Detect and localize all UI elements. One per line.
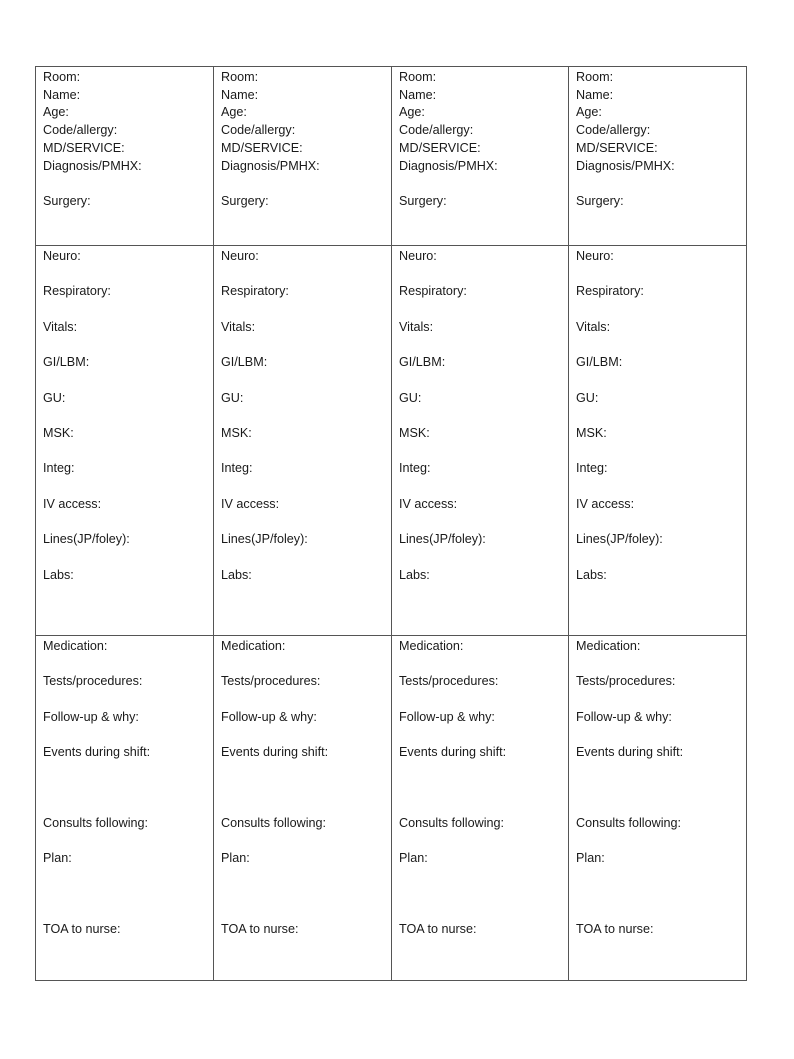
patient-info-row bbox=[36, 67, 747, 246]
patient-1-info-cell bbox=[36, 67, 214, 246]
patient-2-systems-cell bbox=[214, 246, 392, 636]
toa-to-nurse-label: TOA to nurse: bbox=[576, 922, 654, 937]
tests-procedures-label: Tests/procedures: bbox=[221, 674, 321, 689]
md-service-label: MD/SERVICE: bbox=[221, 140, 303, 155]
consults-following-label: Consults following: bbox=[399, 815, 504, 830]
plan-label: Plan: bbox=[43, 851, 72, 866]
events-during-shift-label: Events during shift: bbox=[43, 745, 151, 760]
md-service-label: MD/SERVICE: bbox=[576, 140, 658, 155]
respiratory-label: Respiratory: bbox=[43, 284, 111, 299]
gu-label: GU: bbox=[221, 390, 244, 405]
medication-label: Medication: bbox=[576, 639, 641, 653]
room-label: Room: bbox=[576, 70, 614, 84]
lines-label: Lines(JP/foley): bbox=[576, 532, 663, 547]
systems-block bbox=[36, 246, 213, 584]
age-label: Age: bbox=[221, 105, 247, 120]
gu-label: GU: bbox=[576, 390, 599, 405]
iv-access-label: IV access: bbox=[43, 496, 102, 511]
respiratory-label: Respiratory: bbox=[576, 284, 644, 299]
vitals-label: Vitals: bbox=[399, 319, 434, 334]
diagnosis-pmhx-label: Diagnosis/PMHX: bbox=[221, 158, 320, 173]
patient-info-block bbox=[36, 67, 213, 211]
care-plan-block bbox=[569, 636, 746, 939]
patient-4-info-cell bbox=[569, 67, 747, 246]
patient-2-plan-cell bbox=[214, 636, 392, 981]
neuro-label: Neuro: bbox=[221, 249, 259, 263]
gi-lbm-label: GI/LBM: bbox=[399, 355, 446, 370]
neuro-label: Neuro: bbox=[399, 249, 437, 263]
name-label: Name: bbox=[221, 87, 259, 102]
msk-label: MSK: bbox=[43, 425, 74, 440]
code-allergy-label: Code/allergy: bbox=[221, 123, 296, 138]
labs-label: Labs: bbox=[576, 567, 607, 582]
code-allergy-label: Code/allergy: bbox=[399, 123, 474, 138]
consults-following-label: Consults following: bbox=[576, 815, 681, 830]
lines-label: Lines(JP/foley): bbox=[399, 532, 486, 547]
msk-label: MSK: bbox=[399, 425, 430, 440]
surgery-label: Surgery: bbox=[576, 193, 624, 208]
plan-label: Plan: bbox=[221, 851, 250, 866]
toa-to-nurse-label: TOA to nurse: bbox=[221, 922, 299, 937]
name-label: Name: bbox=[43, 87, 81, 102]
toa-to-nurse-label: TOA to nurse: bbox=[399, 922, 477, 937]
toa-to-nurse-label: TOA to nurse: bbox=[43, 922, 121, 937]
age-label: Age: bbox=[399, 105, 425, 120]
care-plan-row bbox=[36, 636, 747, 981]
age-label: Age: bbox=[43, 105, 69, 120]
lines-label: Lines(JP/foley): bbox=[43, 532, 130, 547]
lines-label: Lines(JP/foley): bbox=[221, 532, 308, 547]
md-service-label: MD/SERVICE: bbox=[43, 140, 125, 155]
follow-up-label: Follow-up & why: bbox=[576, 709, 672, 724]
surgery-label: Surgery: bbox=[221, 193, 269, 208]
medication-label: Medication: bbox=[399, 639, 464, 653]
diagnosis-pmhx-label: Diagnosis/PMHX: bbox=[399, 158, 498, 173]
gu-label: GU: bbox=[43, 390, 66, 405]
events-during-shift-label: Events during shift: bbox=[221, 745, 329, 760]
labs-label: Labs: bbox=[221, 567, 252, 582]
patient-info-block bbox=[214, 67, 391, 211]
follow-up-label: Follow-up & why: bbox=[399, 709, 495, 724]
iv-access-label: IV access: bbox=[221, 496, 280, 511]
respiratory-label: Respiratory: bbox=[399, 284, 467, 299]
plan-label: Plan: bbox=[576, 851, 605, 866]
patient-info-block bbox=[392, 67, 568, 211]
care-plan-block bbox=[214, 636, 391, 939]
patient-4-plan-cell bbox=[569, 636, 747, 981]
care-plan-block bbox=[36, 636, 213, 939]
room-label: Room: bbox=[399, 70, 437, 84]
medication-label: Medication: bbox=[221, 639, 286, 653]
patient-2-info-cell bbox=[214, 67, 392, 246]
integ-label: Integ: bbox=[576, 461, 608, 476]
msk-label: MSK: bbox=[576, 425, 607, 440]
neuro-label: Neuro: bbox=[576, 249, 614, 263]
diagnosis-pmhx-label: Diagnosis/PMHX: bbox=[576, 158, 675, 173]
systems-block bbox=[569, 246, 746, 584]
integ-label: Integ: bbox=[221, 461, 253, 476]
patient-1-plan-cell bbox=[36, 636, 214, 981]
tests-procedures-label: Tests/procedures: bbox=[43, 674, 143, 689]
vitals-label: Vitals: bbox=[576, 319, 611, 334]
room-label: Room: bbox=[43, 70, 81, 84]
systems-block bbox=[392, 246, 568, 584]
iv-access-label: IV access: bbox=[576, 496, 635, 511]
md-service-label: MD/SERVICE: bbox=[399, 140, 481, 155]
surgery-label: Surgery: bbox=[43, 193, 91, 208]
patient-1-systems-cell bbox=[36, 246, 214, 636]
surgery-label: Surgery: bbox=[399, 193, 447, 208]
consults-following-label: Consults following: bbox=[43, 815, 148, 830]
msk-label: MSK: bbox=[221, 425, 252, 440]
tests-procedures-label: Tests/procedures: bbox=[399, 674, 499, 689]
patient-info-block bbox=[569, 67, 746, 211]
events-during-shift-label: Events during shift: bbox=[399, 745, 507, 760]
integ-label: Integ: bbox=[43, 461, 75, 476]
code-allergy-label: Code/allergy: bbox=[43, 123, 118, 138]
events-during-shift-label: Events during shift: bbox=[576, 745, 684, 760]
follow-up-label: Follow-up & why: bbox=[221, 709, 317, 724]
patient-3-systems-cell bbox=[392, 246, 569, 636]
gi-lbm-label: GI/LBM: bbox=[43, 355, 90, 370]
patient-3-info-cell bbox=[392, 67, 569, 246]
gu-label: GU: bbox=[399, 390, 422, 405]
tests-procedures-label: Tests/procedures: bbox=[576, 674, 676, 689]
code-allergy-label: Code/allergy: bbox=[576, 123, 651, 138]
gi-lbm-label: GI/LBM: bbox=[221, 355, 268, 370]
name-label: Name: bbox=[576, 87, 614, 102]
systems-assessment-row bbox=[36, 246, 747, 636]
consults-following-label: Consults following: bbox=[221, 815, 326, 830]
systems-block bbox=[214, 246, 391, 584]
name-label: Name: bbox=[399, 87, 437, 102]
patient-3-plan-cell bbox=[392, 636, 569, 981]
labs-label: Labs: bbox=[43, 567, 74, 582]
labs-label: Labs: bbox=[399, 567, 430, 582]
age-label: Age: bbox=[576, 105, 602, 120]
care-plan-block bbox=[392, 636, 568, 939]
medication-label: Medication: bbox=[43, 639, 108, 653]
neuro-label: Neuro: bbox=[43, 249, 81, 263]
iv-access-label: IV access: bbox=[399, 496, 458, 511]
vitals-label: Vitals: bbox=[221, 319, 256, 334]
room-label: Room: bbox=[221, 70, 259, 84]
follow-up-label: Follow-up & why: bbox=[43, 709, 139, 724]
plan-label: Plan: bbox=[399, 851, 428, 866]
diagnosis-pmhx-label: Diagnosis/PMHX: bbox=[43, 158, 142, 173]
respiratory-label: Respiratory: bbox=[221, 284, 289, 299]
vitals-label: Vitals: bbox=[43, 319, 78, 334]
integ-label: Integ: bbox=[399, 461, 431, 476]
patient-4-systems-cell bbox=[569, 246, 747, 636]
patient-report-sheet bbox=[35, 66, 747, 981]
gi-lbm-label: GI/LBM: bbox=[576, 355, 623, 370]
